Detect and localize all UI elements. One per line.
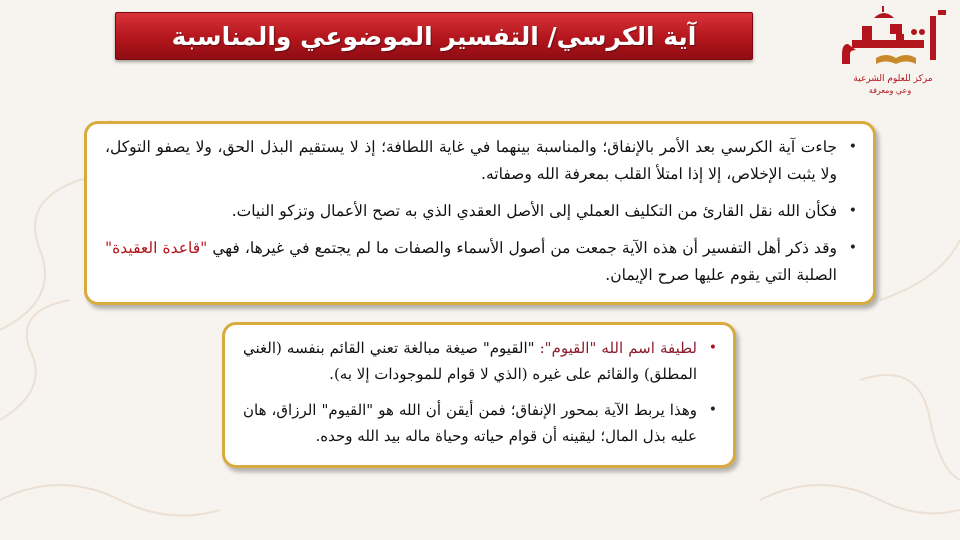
bullet-icon: • [848,240,857,256]
logo-tagline: وعي ومعرفة [868,86,912,95]
list-item: • وهذا يربط الآية بمحور الإنفاق؛ فمن أيقن أن الله هو "القيوم" الرزاق، هان عليه بذل المال؛ ليقينه أن قوام حياته وحياة ماله بيد الله وحده. [243,397,719,449]
list-item: • لطيفة اسم الله "القيوم": "القيوم" صيغة مبالغة تعني القائم بنفسه (الغني المطلق) والقائم على غيره (الذي لا قوام للموجودات إلا به). [243,335,719,387]
bullet-icon: • [848,139,857,155]
bullet-icon: • [708,340,717,356]
list-item: • جاءت آية الكرسي بعد الأمر بالإنفاق؛ والمناسبة بينهما في غاية اللطافة؛ إذ لا يستقيم البذل الحق، ولا يصفو التوكل، ولا يثبت الإخلاص، إلا إذا امتلأ القلب بمعرفة الله وصفاته. [105,134,859,188]
title-banner [115,12,753,60]
list-item: • وقد ذكر أهل التفسير أن هذه الآية جمعت من أصول الأسماء والصفات ما لم يجتمع في غيرها، فهي "قاعدة العقيدة" الصلبة التي يقوم عليها صرح الإيمان. [105,235,859,289]
section-lead: لطيفة اسم الله "القيوم": [539,339,697,357]
list-item: • فكأن الله نقل القارئ من التكليف العملي إلى الأصل العقدي الذي به تصح الأعمال وتزكو النيات. [105,198,859,225]
secondary-content-box [222,322,736,468]
bullet-icon: • [708,402,717,418]
bullet-icon: • [848,203,857,219]
highlighted-term: "قاعدة العقيدة" [105,239,208,257]
page-title: آية الكرسي/ التفسير الموضوعي والمناسبة [171,21,697,51]
main-bullet-list [105,134,859,289]
logo-subtitle: مركز للعلوم الشرعية [853,74,933,84]
secondary-bullet-list [243,335,719,449]
main-content-box [84,121,876,305]
